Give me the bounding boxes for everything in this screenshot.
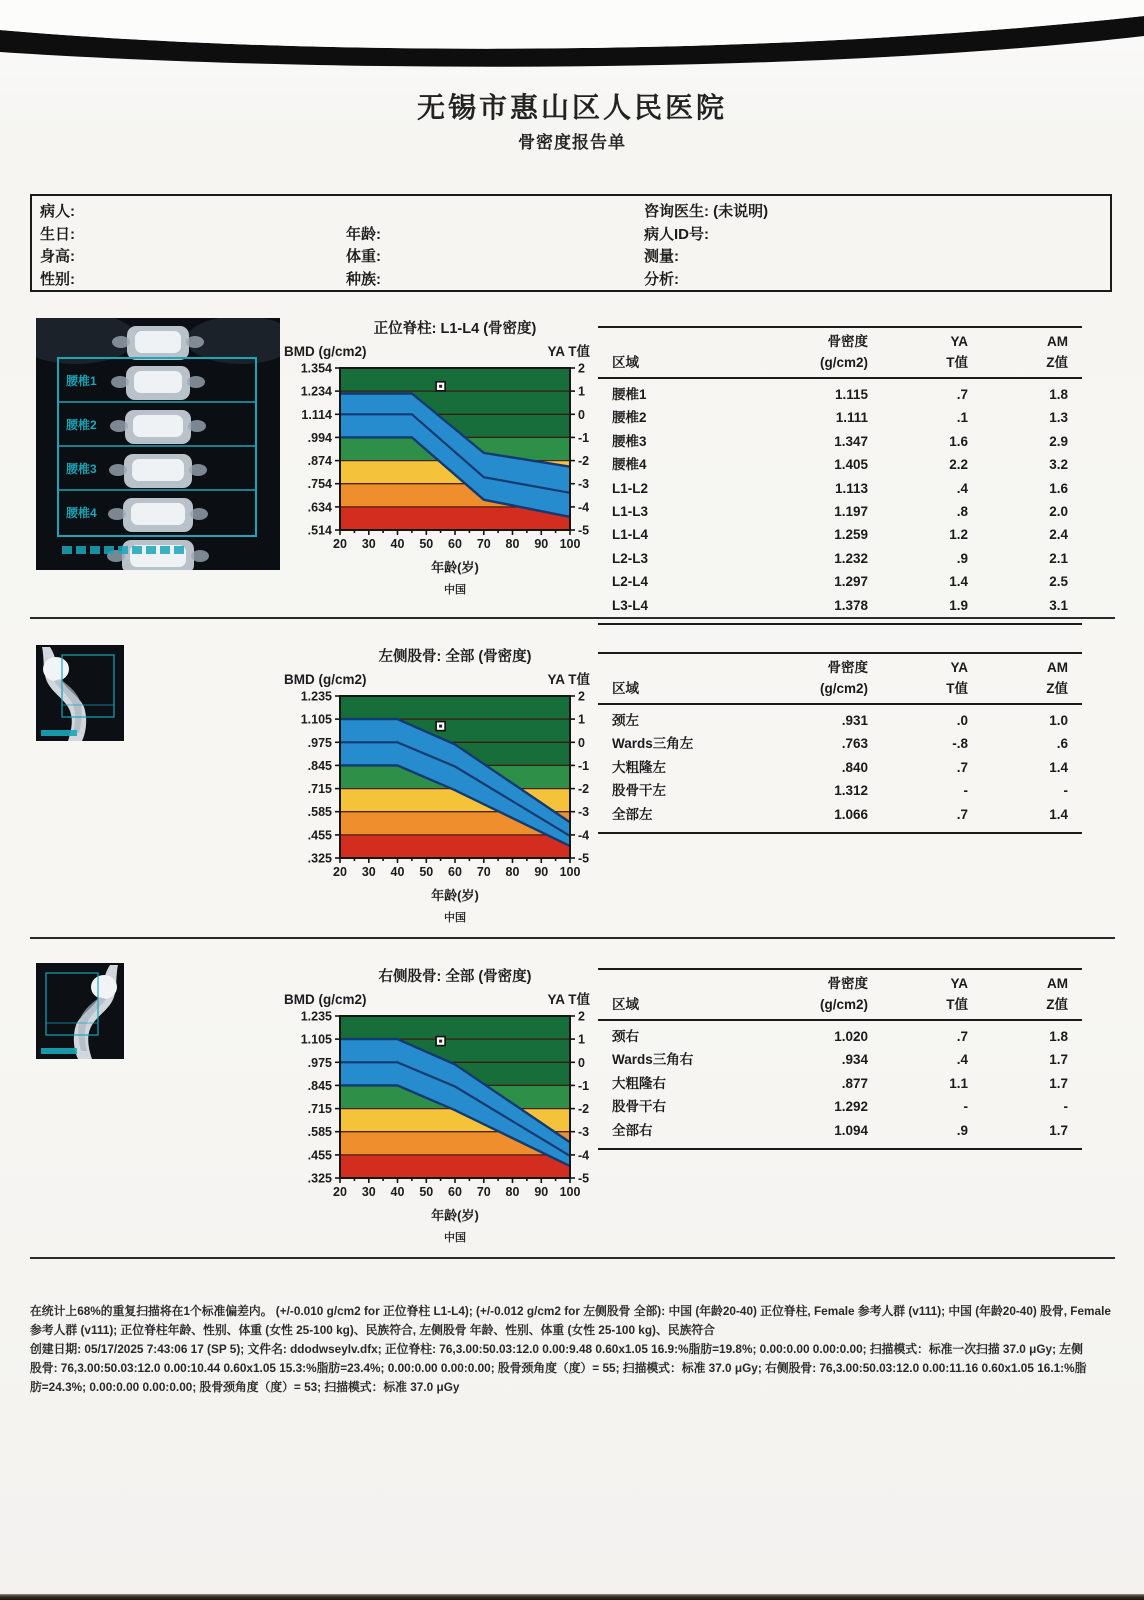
svg-text:50: 50 — [419, 865, 434, 879]
table-cell: 1.8 — [1049, 387, 1068, 402]
svg-text:-2: -2 — [578, 782, 590, 797]
table-cell: 1.259 — [834, 527, 868, 543]
svg-text:中国: 中国 — [444, 584, 466, 596]
svg-text:0: 0 — [578, 735, 585, 750]
table-cell: 1.094 — [834, 1122, 868, 1138]
table-cell — [1068, 1048, 1082, 1071]
table-cell: 股骨干右 — [612, 1099, 666, 1115]
footer-note-line: 在统计上68%的重复扫描将在1个标准偏差内。 (+/-0.010 g/cm2 for 正位脊柱 L1-L4); (+/-0.012 g/cm2 for 左侧股骨 全部): 中国 (年龄20-40) 正位脊柱, Female 参考人群 (v111); 中国 (年龄20-40) 股骨, Female — [30, 1304, 1111, 1318]
patient-field-label: 测量: — [644, 248, 679, 265]
svg-text:100: 100 — [559, 537, 581, 551]
table-row — [598, 453, 1082, 476]
svg-text:YA T值: YA T值 — [547, 992, 590, 1007]
table-cell — [1068, 1025, 1082, 1048]
svg-text:正位脊柱: L1-L4 (骨密度): 正位脊柱: L1-L4 (骨密度) — [373, 321, 537, 337]
table-cell: 1.378 — [834, 597, 868, 613]
table-header-cell: 区域 — [612, 355, 639, 370]
table-cell: 腰椎2 — [612, 410, 647, 426]
svg-text:年龄(岁): 年龄(岁) — [431, 1208, 479, 1223]
table-row — [598, 756, 1082, 779]
table-row — [598, 1119, 1082, 1142]
right-femur-bmd-chart — [282, 966, 592, 1244]
table-cell: .7 — [956, 1029, 968, 1044]
table-header — [598, 968, 1082, 1021]
table-header-cell: 骨密度 — [827, 660, 868, 675]
table-cell — [1068, 500, 1082, 523]
table-row — [598, 406, 1082, 429]
table-header-cell: AM — [1047, 976, 1068, 991]
svg-text:30: 30 — [361, 1185, 376, 1199]
table-row — [598, 594, 1082, 617]
table-row — [598, 1048, 1082, 1071]
bmd-reference-chart — [282, 646, 592, 924]
table-cell: L3-L4 — [612, 597, 649, 613]
table-row — [598, 477, 1082, 500]
svg-text:腰椎1: 腰椎1 — [66, 374, 97, 388]
svg-text:90: 90 — [534, 1185, 549, 1199]
table-header-cell — [1068, 657, 1082, 678]
table-body — [598, 705, 1082, 834]
table-cell: 3.1 — [1049, 597, 1068, 613]
table-cell — [1068, 523, 1082, 546]
table-cell: .763 — [841, 736, 868, 752]
svg-text:.994: .994 — [307, 430, 332, 445]
patient-info-box — [30, 194, 1112, 292]
svg-text:YA T值: YA T值 — [547, 672, 590, 687]
table-cell: 股骨干左 — [612, 783, 666, 799]
section-divider — [30, 617, 1115, 619]
svg-text:0: 0 — [578, 1055, 585, 1070]
table-header-cell: AM — [1047, 334, 1068, 349]
table-header-cell — [1068, 352, 1082, 373]
table-row — [598, 1025, 1082, 1048]
patient-field-label: 身高: — [40, 248, 75, 265]
table-cell: 1.8 — [1049, 1029, 1068, 1044]
svg-text:20: 20 — [333, 865, 347, 879]
svg-text:-1: -1 — [578, 758, 590, 773]
table-cell: 腰椎3 — [612, 433, 647, 449]
table-body — [598, 379, 1082, 625]
table-cell: .4 — [956, 480, 968, 496]
table-cell: 2.1 — [1049, 550, 1068, 566]
table-header-cell: T值 — [946, 997, 968, 1012]
svg-text:70: 70 — [476, 865, 491, 879]
svg-text:1: 1 — [578, 384, 585, 399]
table-cell — [1068, 406, 1082, 429]
svg-text:60: 60 — [448, 537, 462, 551]
table-header-cell: Z值 — [1046, 681, 1068, 696]
table-cell: - — [963, 783, 968, 799]
hospital-title: 无锡市惠山区人民医院 — [416, 92, 727, 123]
svg-text:.754: .754 — [307, 477, 332, 492]
table-cell — [1068, 1095, 1082, 1118]
svg-text:1: 1 — [578, 1032, 585, 1047]
table-cell — [1068, 756, 1082, 779]
table-cell: 1.3 — [1049, 410, 1068, 426]
table-cell: .9 — [956, 1122, 968, 1138]
table-header-cell — [598, 973, 748, 994]
right-femur-xray-image — [36, 963, 124, 1059]
table-row — [598, 383, 1082, 406]
scan-bottom-edge — [0, 1594, 1144, 1600]
table-cell: 1.292 — [834, 1099, 868, 1115]
table-cell: .877 — [841, 1075, 868, 1091]
table-header-cell: 区域 — [612, 681, 639, 696]
table-cell: 全部左 — [612, 806, 653, 822]
svg-text:40: 40 — [390, 1185, 405, 1199]
table-cell: L1-L4 — [612, 527, 649, 543]
table-cell: 1.347 — [834, 433, 868, 449]
svg-text:1.234: 1.234 — [300, 384, 332, 399]
spine-results-table — [598, 326, 1082, 625]
table-row — [598, 547, 1082, 570]
svg-text:70: 70 — [476, 537, 491, 551]
svg-text:20: 20 — [333, 537, 347, 551]
patient-field-label: 性别: — [40, 270, 75, 288]
table-cell: .931 — [841, 713, 868, 728]
table-cell — [1068, 709, 1082, 732]
table-cell: 1.7 — [1049, 1122, 1068, 1138]
svg-text:-5: -5 — [578, 851, 590, 866]
svg-text:100: 100 — [559, 1185, 581, 1199]
svg-text:BMD (g/cm2): BMD (g/cm2) — [284, 672, 367, 687]
table-cell: 1.6 — [949, 433, 968, 449]
table-cell — [1068, 594, 1082, 617]
right-femur-results-table — [598, 968, 1082, 1150]
table-row — [598, 1072, 1082, 1095]
svg-text:.975: .975 — [307, 735, 332, 750]
svg-text:.585: .585 — [307, 805, 332, 820]
table-cell: 全部右 — [612, 1122, 653, 1138]
svg-text:.455: .455 — [307, 828, 332, 843]
table-cell: L2-L4 — [612, 574, 649, 590]
svg-text:腰椎3: 腰椎3 — [66, 462, 97, 476]
table-cell: 1.4 — [1049, 759, 1068, 775]
table-cell: .934 — [841, 1052, 868, 1068]
svg-text:90: 90 — [534, 865, 549, 879]
svg-text:-3: -3 — [578, 1125, 590, 1140]
table-cell: Wards三角右 — [612, 1052, 694, 1068]
bmd-reference-chart — [282, 966, 592, 1244]
table-header-cell — [598, 331, 748, 352]
table-cell: 1.066 — [834, 806, 868, 822]
table-cell: .9 — [956, 550, 968, 566]
table-row — [598, 779, 1082, 802]
footer-note-line: 肪=24.3%; 0.00:0.00 0.00:0.00; 股骨颈角度（度）= 53; 扫描模式：标准 37.0 μGy — [30, 1380, 460, 1394]
table-header-cell: (g/cm2) — [819, 681, 868, 696]
footer-note-line: 参考人群 (v111); 正位脊柱年龄、性别、体重 (女性 25-100 kg)、民族符合, 左侧股骨 年龄、性别、体重 (女性 25-100 kg)、民族符合 — [30, 1323, 715, 1337]
table-cell: .840 — [841, 759, 868, 775]
table-cell: 1.312 — [834, 783, 868, 799]
table-cell: 颈左 — [612, 713, 639, 728]
table-header-cell: T值 — [946, 355, 968, 370]
table-cell: 1.0 — [1049, 713, 1068, 728]
svg-text:80: 80 — [505, 865, 520, 879]
svg-text:-4: -4 — [578, 828, 590, 843]
table-cell: 1.1 — [949, 1075, 968, 1091]
table-cell: L1-L2 — [612, 480, 649, 496]
table-cell: .4 — [956, 1052, 968, 1068]
table-cell — [1068, 570, 1082, 593]
svg-text:.874: .874 — [307, 454, 332, 469]
section-divider — [30, 1257, 1115, 1259]
svg-text:-2: -2 — [578, 454, 590, 469]
table-row — [598, 523, 1082, 546]
table-header-cell: YA — [950, 334, 968, 349]
patient-field-label: 种族: — [346, 270, 381, 288]
report-subtitle: 骨密度报告单 — [518, 133, 626, 152]
table-cell: .8 — [956, 503, 968, 519]
patient-field-label: 分析: — [644, 270, 679, 288]
table-cell: 1.9 — [949, 597, 968, 613]
svg-text:90: 90 — [534, 537, 549, 551]
table-cell: 2.5 — [1049, 574, 1068, 590]
table-cell: 大粗隆右 — [612, 1075, 666, 1091]
svg-text:腰椎2: 腰椎2 — [66, 418, 97, 432]
svg-text:中国: 中国 — [444, 912, 466, 924]
table-header-cell: 区域 — [612, 997, 639, 1012]
table-cell: 2.0 — [1049, 503, 1068, 519]
table-cell: 2.4 — [1049, 527, 1068, 543]
table-header-cell: 骨密度 — [827, 334, 868, 349]
svg-text:80: 80 — [505, 1185, 520, 1199]
footer-note-line: 创建日期: 05/17/2025 7:43:06 17 (SP 5); 文件名: ddodwseylv.dfx; 正位脊柱: 76,3.00:50.03:12.0 0.00:9.48 0.60x1.05 16.9:%脂肪=19.8%; 0.00:0.00 0.00:0.00; 扫描模式：标准一次扫描 37.0 μGy; 左侧 — [30, 1342, 1083, 1356]
table-cell: 2.9 — [1049, 433, 1068, 449]
table-cell: .7 — [956, 759, 968, 775]
table-cell: 1.232 — [834, 550, 868, 566]
svg-text:.715: .715 — [307, 1102, 332, 1117]
patient-field-label — [346, 200, 644, 223]
table-header-cell — [1068, 331, 1082, 352]
table-cell: .7 — [956, 387, 968, 402]
table-cell — [1068, 383, 1082, 406]
table-cell: - — [1063, 1099, 1068, 1115]
bmd-reference-chart — [282, 318, 592, 596]
svg-text:中国: 中国 — [444, 1232, 466, 1244]
svg-text:20: 20 — [333, 1185, 347, 1199]
table-cell: 1.020 — [834, 1029, 868, 1044]
svg-text:.514: .514 — [307, 523, 332, 538]
table-row — [598, 500, 1082, 523]
svg-text:-5: -5 — [578, 1171, 590, 1186]
left-femur-xray-image — [36, 645, 124, 741]
svg-text:BMD (g/cm2): BMD (g/cm2) — [284, 344, 367, 359]
svg-text:1.354: 1.354 — [300, 361, 332, 376]
table-row — [598, 1095, 1082, 1118]
table-cell: - — [963, 1099, 968, 1115]
table-cell: .6 — [1056, 736, 1068, 752]
table-cell: L2-L3 — [612, 550, 649, 566]
table-cell: .0 — [956, 713, 968, 728]
table-cell: 1.6 — [1049, 480, 1068, 496]
svg-text:60: 60 — [448, 1185, 462, 1199]
table-cell: 腰椎1 — [612, 387, 647, 402]
svg-text:30: 30 — [361, 865, 376, 879]
table-cell — [1068, 732, 1082, 755]
table-cell — [1068, 477, 1082, 500]
table-cell: 1.111 — [835, 410, 868, 426]
svg-text:.455: .455 — [307, 1148, 332, 1163]
table-body — [598, 1021, 1082, 1150]
table-cell — [1068, 779, 1082, 802]
table-cell — [1068, 430, 1082, 453]
table-header-cell: YA — [950, 660, 968, 675]
svg-text:.585: .585 — [307, 1125, 332, 1140]
table-header-cell: Z值 — [1046, 355, 1068, 370]
table-cell: 3.2 — [1049, 457, 1068, 473]
left-femur-results-table — [598, 652, 1082, 834]
table-cell: 1.4 — [1049, 806, 1068, 822]
svg-text:.975: .975 — [307, 1055, 332, 1070]
patient-field-label: 体重: — [346, 248, 381, 265]
table-cell: 1.115 — [834, 387, 868, 402]
svg-text:BMD (g/cm2): BMD (g/cm2) — [284, 992, 367, 1007]
table-cell: .1 — [956, 410, 968, 426]
svg-text:-4: -4 — [578, 1148, 590, 1163]
section-divider — [30, 937, 1115, 939]
footer-note-line: 股骨: 76,3.00:50.03:12.0 0.00:10.44 0.60x1.05 15.3:%脂肪=23.4%; 0.00:0.00 0.00:0.00; 股骨颈角度（度）= 55; 扫描模式：标准 37.0 μGy; 右侧股骨: 76,3.00:50.03:12.0 0.00:11.16 0.60x1.05 16.1:%脂 — [30, 1361, 1087, 1375]
patient-field-label: 咨询医生: (未说明) — [644, 203, 769, 220]
table-header-cell: 骨密度 — [827, 976, 868, 991]
svg-text:1: 1 — [578, 712, 585, 727]
table-cell: Wards三角左 — [612, 736, 694, 752]
table-cell: .7 — [956, 806, 968, 822]
svg-text:1.235: 1.235 — [300, 1009, 332, 1024]
table-cell: 1.297 — [834, 574, 868, 590]
svg-text:70: 70 — [476, 1185, 491, 1199]
table-header — [598, 326, 1082, 379]
left-femur-bmd-chart — [282, 646, 592, 924]
patient-field-label: 年龄: — [346, 225, 381, 243]
svg-text:1.235: 1.235 — [300, 689, 332, 704]
table-cell — [1068, 1119, 1082, 1142]
svg-text:年龄(岁): 年龄(岁) — [431, 560, 479, 575]
table-cell: 1.113 — [834, 480, 868, 496]
svg-text:60: 60 — [448, 865, 462, 879]
table-cell: 腰椎4 — [612, 457, 647, 473]
svg-text:80: 80 — [505, 537, 520, 551]
svg-text:50: 50 — [419, 537, 434, 551]
scan-top-edge — [0, 0, 1144, 70]
svg-text:.325: .325 — [307, 851, 332, 866]
table-cell: L1-L3 — [612, 503, 649, 519]
table-header-cell — [598, 657, 748, 678]
svg-text:.845: .845 — [307, 758, 332, 773]
table-header-cell: T值 — [946, 681, 968, 696]
svg-text:YA T值: YA T值 — [547, 344, 590, 359]
svg-text:左侧股骨: 全部 (骨密度): 左侧股骨: 全部 (骨密度) — [378, 649, 532, 665]
svg-text:-3: -3 — [578, 805, 590, 820]
svg-text:40: 40 — [390, 537, 405, 551]
table-header-cell — [1068, 994, 1082, 1015]
footer-notes — [30, 1302, 1118, 1397]
table-cell: -.8 — [952, 736, 968, 752]
svg-text:-4: -4 — [578, 500, 590, 515]
table-row — [598, 803, 1082, 826]
table-cell: 1.4 — [949, 574, 968, 590]
table-cell — [1068, 547, 1082, 570]
table-header-cell — [1068, 678, 1082, 699]
svg-text:-3: -3 — [578, 477, 590, 492]
svg-text:2: 2 — [578, 689, 585, 704]
table-header-cell: (g/cm2) — [819, 355, 868, 370]
table-row — [598, 732, 1082, 755]
svg-text:0: 0 — [578, 407, 585, 422]
svg-text:1.105: 1.105 — [300, 712, 332, 727]
table-header-cell: (g/cm2) — [819, 997, 868, 1012]
svg-text:.325: .325 — [307, 1171, 332, 1186]
svg-text:50: 50 — [419, 1185, 434, 1199]
svg-text:腰椎4: 腰椎4 — [66, 506, 97, 520]
table-cell — [1068, 803, 1082, 826]
table-header — [598, 652, 1082, 705]
svg-text:年龄(岁): 年龄(岁) — [431, 888, 479, 903]
table-header-cell: Z值 — [1046, 997, 1068, 1012]
patient-field-label: 生日: — [40, 225, 75, 243]
svg-text:1.114: 1.114 — [301, 407, 332, 422]
svg-text:40: 40 — [390, 865, 405, 879]
table-header-cell: YA — [950, 976, 968, 991]
patient-field-label: 病人ID号: — [644, 225, 709, 243]
svg-text:-1: -1 — [578, 430, 590, 445]
svg-text:1.105: 1.105 — [300, 1032, 332, 1047]
patient-field-label: 病人: — [40, 203, 75, 220]
spine-xray-image — [36, 318, 280, 570]
table-cell — [1068, 1072, 1082, 1095]
svg-text:-2: -2 — [578, 1102, 590, 1117]
svg-text:右侧股骨: 全部 (骨密度): 右侧股骨: 全部 (骨密度) — [378, 969, 532, 985]
table-cell: 颈右 — [612, 1029, 639, 1044]
table-cell: 1.2 — [949, 527, 968, 543]
table-cell: 1.7 — [1049, 1052, 1068, 1068]
svg-text:-5: -5 — [578, 523, 590, 538]
table-row — [598, 709, 1082, 732]
spine-bmd-chart — [282, 318, 592, 596]
svg-text:100: 100 — [559, 865, 581, 879]
table-header-cell: AM — [1047, 660, 1068, 675]
table-header-cell — [1068, 973, 1082, 994]
svg-text:.715: .715 — [307, 782, 332, 797]
table-cell: - — [1063, 783, 1068, 799]
table-row — [598, 430, 1082, 453]
table-cell: 2.2 — [949, 457, 968, 473]
table-cell: 1.7 — [1049, 1075, 1068, 1091]
svg-text:-1: -1 — [578, 1078, 590, 1093]
table-cell — [1068, 453, 1082, 476]
svg-text:30: 30 — [361, 537, 376, 551]
svg-text:2: 2 — [578, 1009, 585, 1024]
table-cell: 1.405 — [834, 457, 868, 473]
svg-text:.845: .845 — [307, 1078, 332, 1093]
svg-text:2: 2 — [578, 361, 585, 376]
svg-text:.634: .634 — [307, 500, 332, 515]
table-cell: 大粗隆左 — [612, 759, 666, 775]
table-row — [598, 570, 1082, 593]
table-cell: 1.197 — [834, 503, 868, 519]
